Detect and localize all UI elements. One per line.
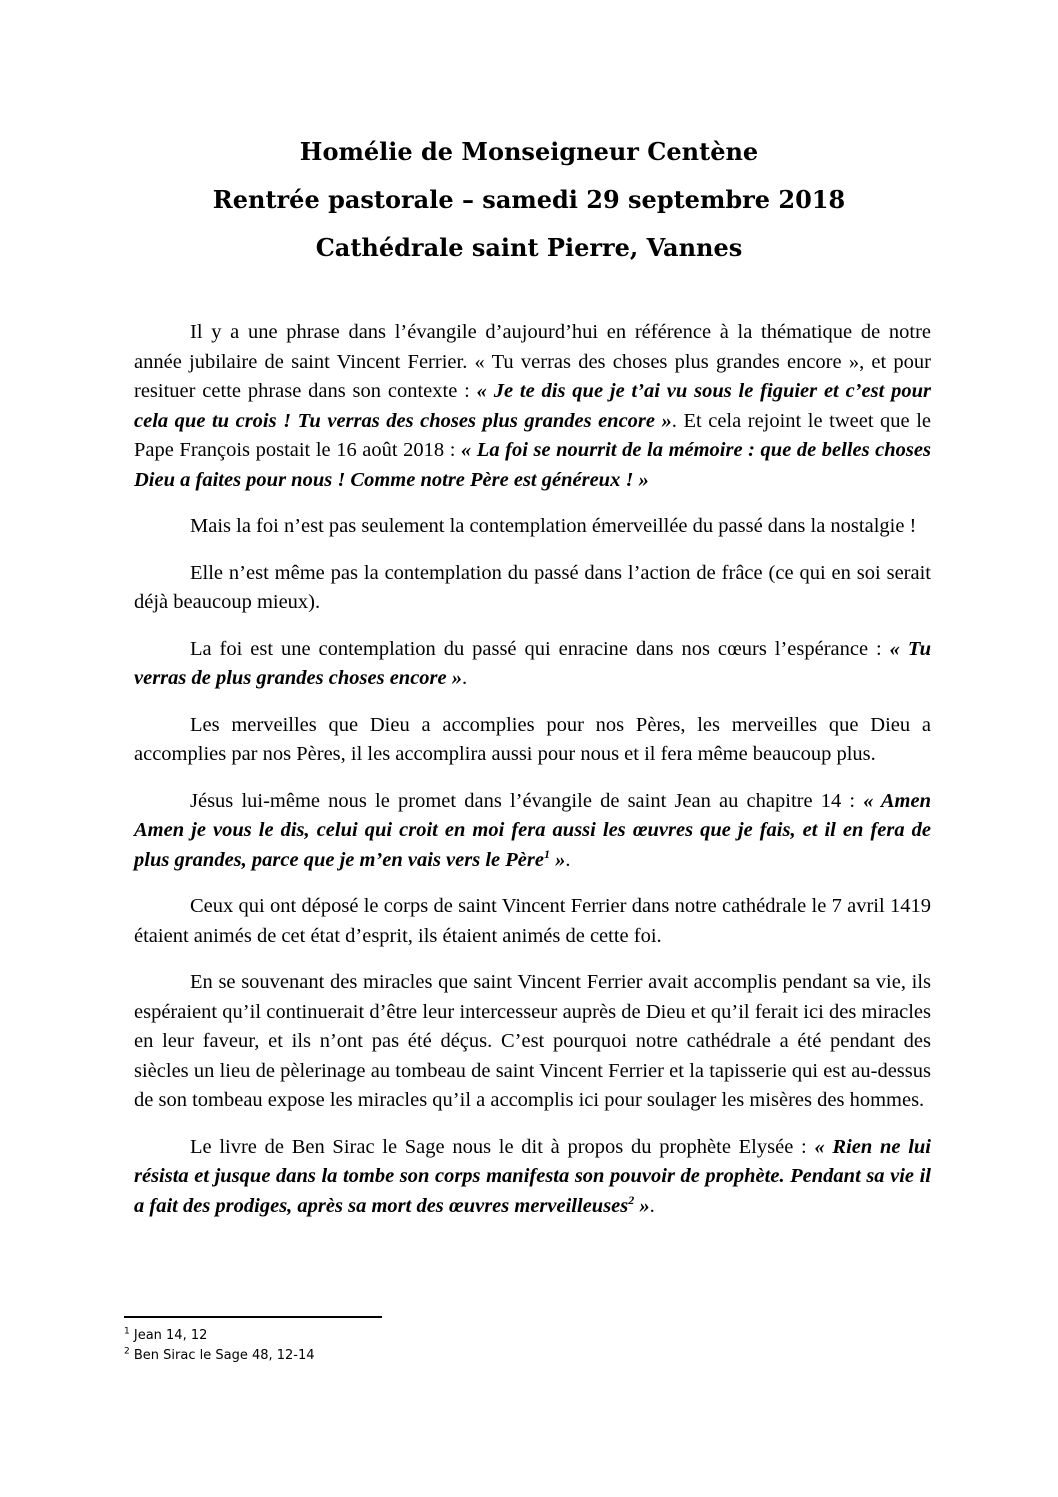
footnote-text: Jean 14, 12 xyxy=(129,1328,208,1343)
footnote-number: 1 xyxy=(124,1326,130,1337)
scripture-quote: » xyxy=(549,848,566,871)
homily-body xyxy=(134,318,931,1238)
paragraph xyxy=(134,559,931,618)
scripture-quote: « Tu verras de plus grandes choses encore » xyxy=(134,637,931,689)
paragraph-text: Il y a une phrase dans l’évangile d’aujourd’hui en référence à la thématique de notre année jubilaire de saint Vincent Ferrier. « Tu verras des choses plus grandes encore », et pour resituer cette phrase dans son contexte : xyxy=(134,321,931,402)
footnote-reference[interactable]: 2 xyxy=(628,1192,635,1207)
paragraph-text: Ceux qui ont déposé le corps de saint Vincent Ferrier dans notre cathédrale le 7 avril 1419 étaient animés de cet état d’esprit, ils étaient animés de cette foi. xyxy=(134,895,931,947)
footnotes xyxy=(124,1326,315,1366)
paragraph xyxy=(134,711,931,770)
paragraph xyxy=(134,1133,931,1222)
scripture-quote: « La foi se nourrit de la mémoire : que de belles choses Dieu a faites pour nous ! Comme notre Père est généreux ! » xyxy=(134,439,931,491)
footnote-separator xyxy=(124,1316,382,1318)
paragraph-text: Elle n’est même pas la contemplation du passé dans l’action de frâce (ce qui en soi serait déjà beaucoup mieux). xyxy=(134,561,931,613)
footnote-reference[interactable]: 1 xyxy=(543,846,550,861)
paragraph xyxy=(134,318,931,495)
scripture-quote: « Je te dis que je t’ai vu sous le figuier et c’est pour cela que tu crois ! Tu verras des choses plus grandes encore » xyxy=(134,380,931,432)
paragraph-text: Mais la foi n’est pas seulement la contemplation émerveillée du passé dans la nostalgie ! xyxy=(190,515,917,537)
paragraph xyxy=(134,635,931,694)
footnote-number: 2 xyxy=(124,1346,130,1357)
paragraph-text: . xyxy=(462,667,468,689)
document-title xyxy=(0,128,1058,272)
paragraph-text: Jésus lui-même nous le promet dans l’évangile de saint Jean au chapitre 14 : xyxy=(190,789,864,812)
paragraph-text: Le livre de Ben Sirac le Sage nous le dit à propos du prophète Elysée : xyxy=(190,1135,815,1158)
title-line-event: Rentrée pastorale – samedi 29 septembre 2018 xyxy=(212,185,846,214)
footnote xyxy=(124,1326,315,1346)
paragraph-text: Les merveilles que Dieu a accomplies pour nos Pères, les merveilles que Dieu a accomplies par nos Pères, il les accomplira aussi pour nous et il fera même beaucoup plus. xyxy=(134,713,931,765)
title-line-homily: Homélie de Monseigneur Centène xyxy=(299,137,759,166)
paragraph-text: . xyxy=(649,1194,655,1217)
scripture-quote: « Amen Amen je vous le dis, celui qui croit en moi fera aussi les œuvres que je fais, et il en fera de plus grandes, parce que je m’en vais vers le Père xyxy=(134,789,932,871)
title-line-location: Cathédrale saint Pierre, Vannes xyxy=(315,233,743,262)
scripture-quote: « Rien ne lui résista et jusque dans la tombe son corps manifesta son pouvoir de prophète. Pendant sa vie il a fait des prodiges, après sa mort des œuvres merveilleuses xyxy=(134,1135,931,1217)
scripture-quote: » xyxy=(634,1194,650,1217)
paragraph xyxy=(134,892,931,951)
paragraph xyxy=(134,512,931,542)
footnote xyxy=(124,1346,315,1366)
paragraph xyxy=(134,968,931,1116)
paragraph-text: . xyxy=(565,848,571,871)
footnote-text: Ben Sirac le Sage 48, 12-14 xyxy=(129,1348,315,1363)
paragraph-text: . Et cela rejoint le tweet que le Pape François postait le 16 août 2018 : xyxy=(134,409,931,461)
paragraph-text: En se souvenant des miracles que saint Vincent Ferrier avait accomplis pendant sa vie, ils espéraient qu’il continuerait d’être leur intercesseur auprès de Dieu et qu’il ferait ici des miracles en leur faveur, et ils n’ont pas été déçus. C’est pourquoi notre cathédrale a été pendant des siècles un lieu de pèlerinage au tombeau de saint Vincent Ferrier et la tapisserie qui est au-dessus de son tombeau expose les miracles qu’il a accomplis ici pour soulager les misères des hommes. xyxy=(134,971,931,1111)
paragraph xyxy=(134,787,931,876)
paragraph-text: La foi est une contemplation du passé qui enracine dans nos cœurs l’espérance : xyxy=(190,637,890,660)
